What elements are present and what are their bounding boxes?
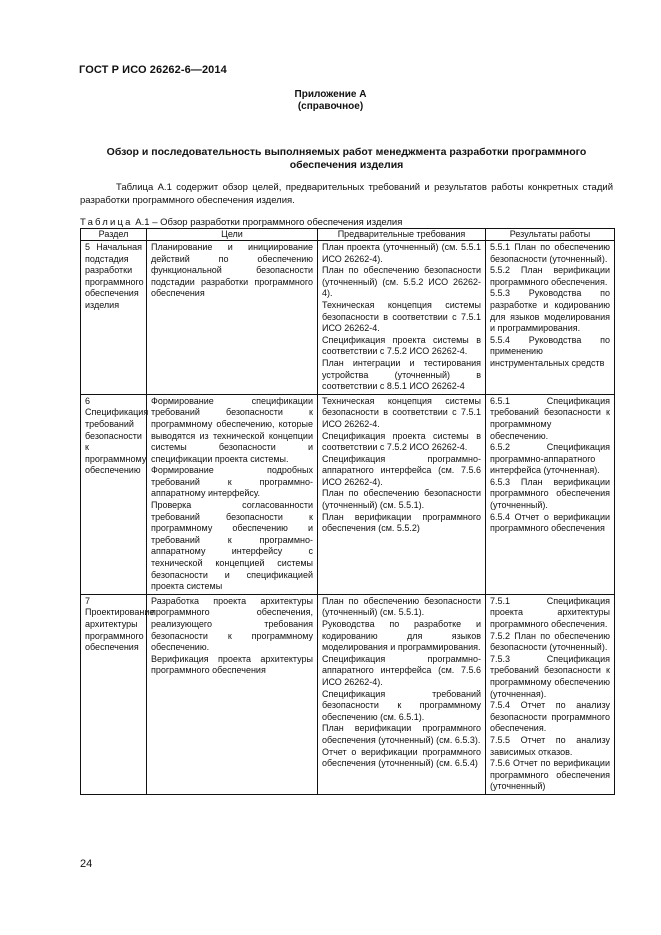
table-caption-text: А.1 – Обзор разработки программного обеспечения изделия [135,217,403,228]
goals-cell [147,594,318,794]
goal-item: Проверка согласованности требований безопасности к программному обеспечению и требований к программно-аппаратному интерфейсу с технической концепцией системы безопасности и спецификацией проекта системы [151,500,313,592]
table-row [81,241,615,395]
result-item: 6.5.4 Отчет о верификации программного обеспечения [490,511,610,534]
prerequisite-item: План интеграции и тестирования устройства (уточненный) в соответствии с 8.5.1 ИСО 26262-4 [322,357,481,392]
section-cell: 6 Спецификация требований безопасности к программному обеспечению [81,394,147,594]
table-row [81,594,615,794]
prerequisite-item: План проекта (уточненный) (см. 5.5.1 ИСО 26262-4). [322,242,481,264]
results-cell [486,241,615,395]
result-item: 5.5.4 Руководства по применению инструментальных средств [490,334,610,368]
overview-table [80,228,615,795]
prerequisite-item: Техническая концепция системы безопасности в соответствии с 7.5.1 ИСО 26262-4. [322,395,481,429]
prerequisite-item: План по обеспечению безопасности (уточненный) (см. 5.5.1). [322,488,481,511]
result-item: 6.5.2 Спецификация программно-аппаратного интерфейса (уточненная). [490,442,610,476]
document-title-line2: обеспечения изделия [289,159,404,171]
table-caption [80,217,402,228]
prerequisite-item: Техническая концепция системы безопасности в соответствии с 7.5.1 ИСО 26262-4. [322,299,481,334]
goal-item: Формирование подробных требований к программно-аппаратному интерфейсу. [151,465,313,499]
prerequisites-cell [318,241,486,395]
prerequisite-item: План по обеспечению безопасности (уточненный) (см. 5.5.1). [322,595,481,618]
result-item: 7.5.1 Спецификация проекта архитектуры программного обеспечения. [490,595,610,629]
result-item: 7.5.2 План по обеспечению безопасности (уточненный). [490,630,610,653]
result-item: 5.5.1 План по обеспечению безопасности (уточненный). [490,242,610,264]
section-cell: 5 Начальная подстадия разработки программного обеспечения изделия [81,241,147,395]
result-item: 7.5.3 Спецификация требований безопасности к программному обеспечению (уточненная). [490,653,610,699]
result-item: 7.5.5 Отчет по анализу зависимых отказов. [490,734,610,757]
header-results: Результаты работы [486,229,615,241]
result-item: 7.5.4 Отчет по анализу безопасности программного обеспечения. [490,700,610,734]
header-prerequisites: Предварительные требования [318,229,486,241]
result-item: 6.5.1 Спецификация требований безопасности к программному обеспечению. [490,395,610,441]
appendix-heading [0,89,661,113]
table-row [81,394,615,594]
results-cell [486,594,615,794]
results-cell [486,394,615,594]
document-title-line1: Обзор и последовательность выполняемых работ менеджмента разработки программного [106,146,587,158]
goal-item: Верификация проекта архитектуры программного обеспечения [151,653,313,676]
table-caption-prefix: Таблица [80,217,133,228]
document-title [80,146,613,172]
prerequisite-item: Спецификация проекта системы в соответствии с 7.5.2 ИСО 26262-4. [322,430,481,453]
prerequisite-item: Спецификация программно-аппаратного интерфейса (см. 7.5.6 ИСО 26262-4). [322,453,481,487]
appendix-title: Приложение А [294,89,367,100]
goal-item: Планирование и инициирование действий по обеспечению функциональной безопасности подстадии разработки программного обеспечения [151,242,313,299]
prerequisite-item: Спецификация требований безопасности к программному обеспечению (см. 6.5.1). [322,688,481,722]
page-number: 24 [80,858,93,870]
prerequisite-item: Отчет о верификации программного обеспечения (уточненный) (см. 6.5.4) [322,746,481,769]
prerequisite-item: Руководства по разработке и кодированию для языков моделирования и программирования. [322,619,481,653]
prerequisites-cell [318,394,486,594]
standard-header: ГОСТ Р ИСО 26262-6—2014 [79,64,227,76]
goal-item: Разработка проекта архитектуры программного обеспечения, реализующего требования безопасности к программному обеспечению. [151,595,313,653]
prerequisites-cell [318,594,486,794]
appendix-subtitle: (справочное) [297,101,364,112]
prerequisite-item: Спецификация программно-аппаратного интерфейса (см. 7.5.6 ИСО 26262-4). [322,653,481,687]
prerequisite-item: План по обеспечению безопасности (уточненный) (см. 5.5.2 ИСО 26262-4). [322,265,481,299]
prerequisite-item: План верификации программного обеспечения (уточненный) (см. 6.5.3). [322,723,481,745]
result-item: 7.5.6 Отчет по верификации программного обеспечения (уточненный) [490,758,610,792]
result-item: 5.5.3 Руководства по разработке и кодированию для языков моделирования и программирования. [490,288,610,334]
goals-cell [147,394,318,594]
result-item: 6.5.3 План верификации программного обеспечения (уточненный). [490,476,610,511]
section-cell: 7 Проектирование архитектуры программного обеспечения [81,594,147,794]
prerequisite-item: План верификации программного обеспечения (см. 5.5.2) [322,511,481,534]
goal-item: Формирование спецификации требований безопасности к программному обеспечению, которые выводятся из технической концепции системы безопасности и спецификации проекта системы. [151,395,313,464]
prerequisite-item: Спецификация проекта системы в соответствии с 7.5.2 ИСО 26262-4. [322,334,481,357]
header-section: Раздел [81,229,147,241]
header-goals: Цели [147,229,318,241]
result-item: 5.5.2 План верификации программного обеспечения. [490,265,610,287]
intro-paragraph: Таблица А.1 содержит обзор целей, предварительных требований и результатов работы конкретных стадий разработки программного обеспечения изделия. [80,182,613,206]
table-header-row [81,229,615,241]
goals-cell [147,241,318,395]
